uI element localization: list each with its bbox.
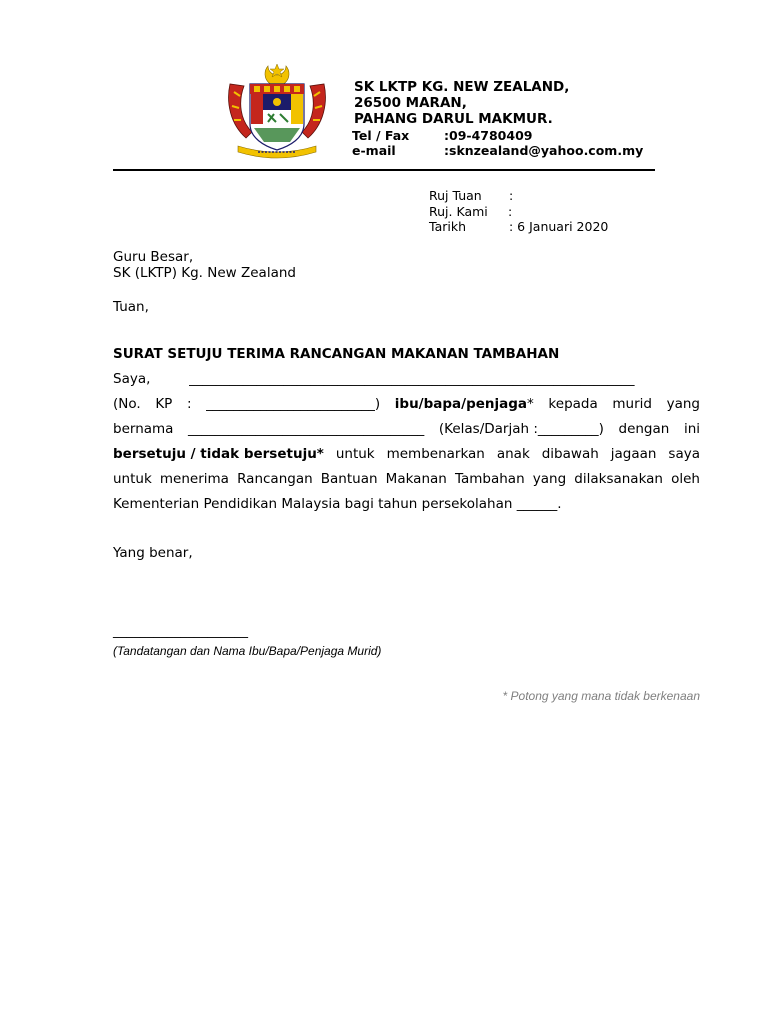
ruj-tuan-value: : xyxy=(509,188,514,203)
school-postcode: 26500 MARAN, xyxy=(354,95,467,111)
kp-open: (No. xyxy=(113,396,141,412)
role-star: * xyxy=(527,396,534,412)
body-line-4: untuk menerima Rancangan Bantuan Makanan Tambahan yang dilaksanakan oleh xyxy=(113,471,700,487)
reference-block xyxy=(429,188,608,235)
line3-word-3: anak xyxy=(496,446,530,462)
consent-line xyxy=(113,446,700,462)
ruj-kami-value: : xyxy=(508,203,513,219)
body-line-5: Kementerian Pendidikan Malaysia bagi tahun persekolahan ______. xyxy=(113,496,562,512)
email-label: e-mail xyxy=(352,143,396,158)
kp-blank[interactable]: _________________________) xyxy=(206,396,381,412)
tel-label: Tel / Fax xyxy=(352,128,410,143)
school-contact xyxy=(352,128,643,158)
role-text: ibu/bapa/penjaga xyxy=(394,396,528,412)
ruj-tuan-row xyxy=(429,188,608,204)
line3-word-4: dibawah xyxy=(541,446,599,462)
salutation: Tuan, xyxy=(113,299,149,315)
header-divider xyxy=(113,169,655,171)
ruj-kami-label: Ruj. Kami xyxy=(429,203,488,219)
tarikh-label: Tarikh xyxy=(429,219,466,234)
kp-label: KP xyxy=(155,396,173,412)
ruj-kami-row xyxy=(429,204,608,220)
murid-word: murid xyxy=(612,396,652,412)
letter-title: SURAT SETUJU TERIMA RANCANGAN MAKANAN TAMBAHAN xyxy=(113,346,560,362)
signature-caption: (Tandatangan dan Nama Ibu/Bapa/Penjaga Murid) xyxy=(113,644,382,658)
tarikh-row xyxy=(429,219,608,235)
tel-row xyxy=(352,128,643,143)
role-options xyxy=(395,396,534,412)
school-state: PAHANG DARUL MAKMUR. xyxy=(354,111,553,127)
tarikh-value: : 6 Januari 2020 xyxy=(509,219,609,234)
line3-word-2: membenarkan xyxy=(386,446,485,462)
email-row xyxy=(352,143,643,158)
recipient-title: Guru Besar, xyxy=(113,249,194,265)
saya-name-blank[interactable]: __________________________________________________________________ xyxy=(189,371,635,387)
ruj-tuan-label: Ruj Tuan xyxy=(429,188,482,203)
school-address xyxy=(354,79,569,127)
kp-line xyxy=(113,396,700,412)
line3-word-6: saya xyxy=(668,446,700,462)
email-value: :sknzealand@yahoo.com.my xyxy=(444,143,644,158)
kp-colon: : xyxy=(186,396,192,412)
footnote: * Potong yang mana tidak berkenaan xyxy=(502,689,700,703)
recipient-school: SK (LKTP) Kg. New Zealand xyxy=(113,265,296,281)
saya-label: Saya, xyxy=(113,371,151,387)
line3-word-1: untuk xyxy=(335,446,375,462)
nama-label: bernama xyxy=(113,421,174,437)
ini-word: ini xyxy=(683,421,700,437)
tel-value: :09-4780409 xyxy=(444,128,533,143)
kelas-field[interactable]: (Kelas/Darjah :_________) xyxy=(438,421,604,437)
malaysia-coat-of-arms-icon xyxy=(224,62,330,160)
nama-line xyxy=(113,421,700,437)
yang-word: yang xyxy=(666,396,700,412)
signature-line[interactable]: ____________________ xyxy=(113,623,248,639)
closing: Yang benar, xyxy=(113,545,193,561)
line3-word-5: jagaan xyxy=(610,446,657,462)
kepada-word: kepada xyxy=(548,396,598,412)
school-name: SK LKTP KG. NEW ZEALAND, xyxy=(354,79,570,95)
nama-blank[interactable]: ___________________________________ xyxy=(188,421,425,437)
consent-options: bersetuju / tidak bersetuju* xyxy=(113,446,324,462)
dengan-word: dengan xyxy=(618,421,670,437)
